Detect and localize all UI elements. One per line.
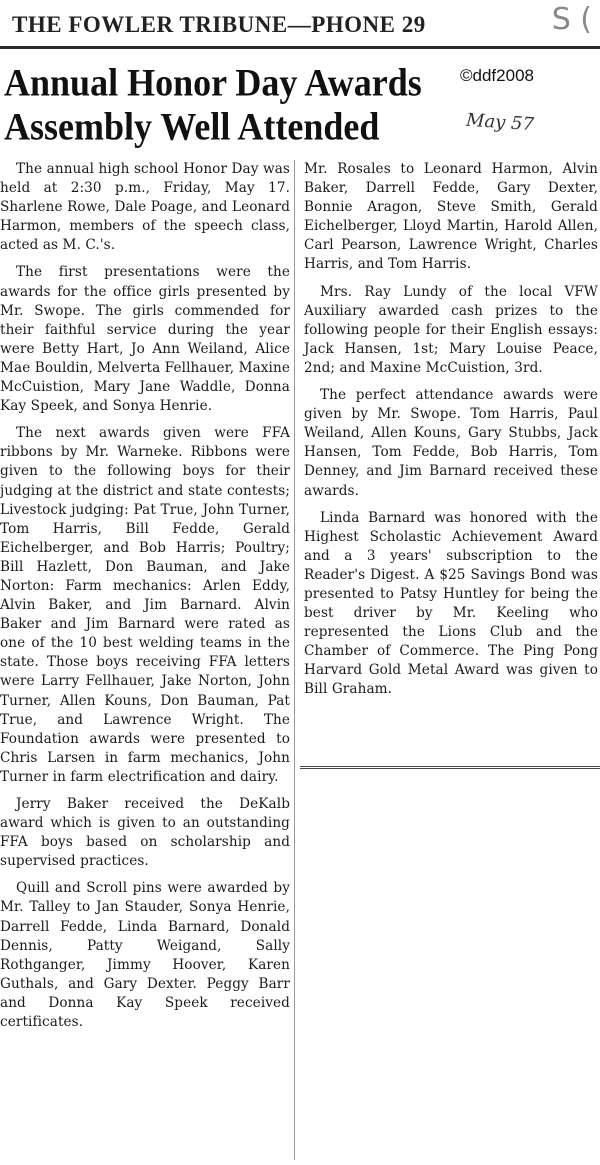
copyright-watermark: ©ddf2008 xyxy=(460,66,534,85)
paragraph-continuation: Mr. Rosales to Leonard Harmon, Alvin Baker, Darrell Fedde, Gary Dexter, Bonnie Aragon, Steve Smith, Gerald Eichelberger, Lloyd Martin, Harold Allen, Carl Pearson, Lawrence Wright, Charles Harris, and Tom Harris. xyxy=(304,161,598,273)
masthead-title: THE FOWLER TRIBUNE—PHONE 29 xyxy=(12,12,426,37)
paragraph-vfw-essays: Mrs. Ray Lundy of the local VFW Auxiliary awarded cash prizes to the following people for their English essays: Jack Hansen, 1st; Mary Louise Peace, 2nd; and Maxine McCuistion, 3rd. xyxy=(304,283,598,376)
handwritten-corner-mark: S ( xyxy=(551,2,592,37)
article-column-right xyxy=(300,160,598,708)
paragraph-quill-scroll: Quill and Scroll pins were awarded by Mr. Talley to Jan Stauder, Sonya Henrie, Darrell Fedde, Linda Barnard, Donald Dennis, Patty Weigand, Sally Rothganger, Jimmy Hoover, Karen Guthals, and Gary Dexter. Peggy Barr and Donna Kay Speek received certificates. xyxy=(0,880,290,1031)
article-column-left xyxy=(0,160,295,1160)
paragraph-scholastic-award: Linda Barnard was honored with the Highest Scholastic Achievement Award and a 3 years' subscription to the Reader's Digest. A $25 Savings Bond was presented to Patsy Huntley for being the best driver by Mr. Keeling who represented the Lions Club and the Chamber of Commerce. The Ping Pong Harvard Gold Metal Award was given to Bill Graham. xyxy=(304,509,598,698)
article-headline xyxy=(4,58,464,149)
headline-line-1: Annual Honor Day Awards xyxy=(4,60,422,105)
handwritten-date-note: May 57 xyxy=(465,109,535,136)
paragraph-office-girls: The first presentations were the awards for the office girls presented by Mr. Swope. The girls commended for their faithful service during the year were Betty Hart, Jo Ann Weiland, Alice Mae Bouldin, Melverta Fellhauer, Maxine McCuistion, Mary Jane Waddle, Donna Kay Speek, and Sonya Henrie. xyxy=(0,264,291,415)
paragraph-perfect-attendance: The perfect attendance awards were given by Mr. Swope. Tom Harris, Paul Weiland, Allen Kouns, Gary Stubbs, Jack Hansen, Tom Fedde, Bob Harris, Tom Denney, and Jim Barnard received these awards. xyxy=(304,387,598,499)
paragraph-dekalb-award: Jerry Baker received the DeKalb award which is given to an outstanding FFA boys based on scholarship and supervised practices. xyxy=(0,796,290,870)
headline-line-2: Assembly Well Attended xyxy=(4,104,380,149)
masthead xyxy=(0,2,600,49)
paragraph-intro: The annual high school Honor Day was held at 2:30 p.m., Friday, May 17. Sharlene Rowe, Dale Poage, and Leonard Harmon, members of the speech class, acted as M. C.'s. xyxy=(0,161,290,254)
column-end-rule xyxy=(300,766,600,769)
paragraph-ffa-ribbons: The next awards given were FFA ribbons by Mr. Warneke. Ribbons were given to the following boys for their judging at the district and state contests; Livestock judging: Pat True, John Turner, Tom Harris, Bill Fedde, Gerald Eichelberger, and Bob Harris; Poultry; Bill Hazlett, Don Bauman, and Jake Norton: Farm mechanics: Arlen Eddy, Alvin Baker, and Jim Barnard. Alvin Baker and Jim Barnard were rated as one of the 10 best welding teams in the state. Those boys receiving FFA letters were Larry Fellhauer, Jake Norton, John Turner, Allen Kouns, Don Bauman, Pat True, and Lawrence Wright. The Foundation awards were presented to Chris Larsen in farm mechanics, John Turner in farm electrification and dairy. xyxy=(0,425,290,785)
